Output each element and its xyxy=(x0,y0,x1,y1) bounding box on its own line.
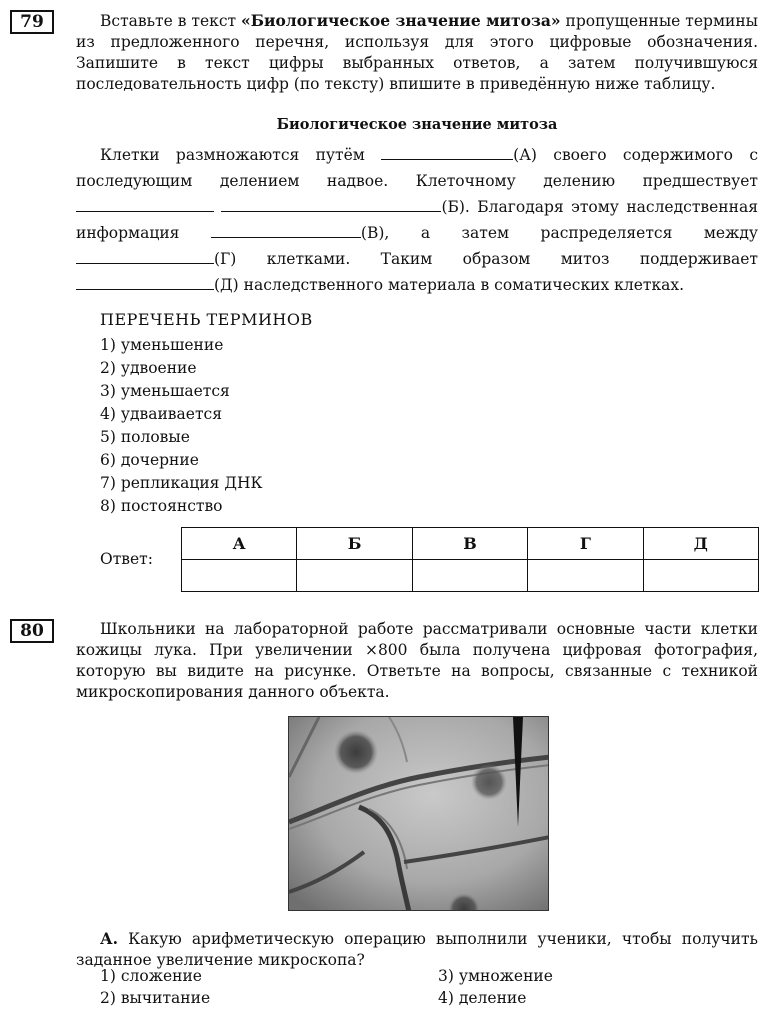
option-item[interactable]: 2) вычитание xyxy=(100,989,211,1007)
text-part-d: (Д) наследственного материала в соматических клетках. xyxy=(214,276,685,294)
question-a-text: Какую арифметическую операцию выполнили ученики, чтобы получить заданное увеличение микроскопа? xyxy=(76,930,758,969)
blank-g[interactable] xyxy=(76,250,214,264)
text-heading: Биологическое значение митоза xyxy=(276,116,558,133)
options-left xyxy=(100,966,210,1010)
answer-header-b: Б xyxy=(297,528,412,560)
term-item: 1) уменьшение xyxy=(100,336,224,354)
task-79-instructions xyxy=(76,10,758,95)
terms-title: ПЕРЕЧЕНЬ ТЕРМИНОВ xyxy=(100,310,313,329)
answer-cell-g[interactable] xyxy=(528,560,643,592)
blank-d[interactable] xyxy=(76,276,214,290)
term-item: 2) удвоение xyxy=(100,359,197,377)
answer-cell-b[interactable] xyxy=(297,560,412,592)
question-a-label: А. xyxy=(100,929,119,948)
answer-label: Ответ: xyxy=(100,550,153,568)
option-item[interactable]: 4) деление xyxy=(438,989,527,1007)
option-item[interactable]: 3) умножение xyxy=(438,967,553,985)
options-right xyxy=(438,966,553,1010)
text-part-g: (Г) клетками. Таким образом митоз поддерживает xyxy=(214,250,758,268)
blank-b[interactable] xyxy=(221,198,441,212)
gap-fill-text xyxy=(76,142,758,298)
onion-cells-image xyxy=(289,717,549,911)
answer-cell-v[interactable] xyxy=(412,560,527,592)
option-item[interactable]: 1) сложение xyxy=(100,967,202,985)
answer-input-row xyxy=(182,560,759,592)
term-item: 6) дочерние xyxy=(100,451,199,469)
microscope-photo xyxy=(288,716,549,911)
question-a xyxy=(76,928,758,971)
term-item: 8) постоянство xyxy=(100,497,223,515)
text-part-b: (Б). Благодаря этому наследственная информация xyxy=(76,198,758,242)
term-item: 5) половые xyxy=(100,428,190,446)
blank-a[interactable] xyxy=(381,146,513,160)
term-item: 3) уменьшается xyxy=(100,382,230,400)
answer-header-a: А xyxy=(182,528,297,560)
answer-header-v: В xyxy=(412,528,527,560)
answer-cell-a[interactable] xyxy=(182,560,297,592)
terms-list xyxy=(100,335,263,519)
answer-header-g: Г xyxy=(528,528,643,560)
blank-b-line-1[interactable] xyxy=(76,198,214,212)
task-number-79: 79 xyxy=(10,10,54,34)
answer-header-d: Д xyxy=(643,528,758,560)
term-item: 4) удваивается xyxy=(100,405,222,423)
intro-before: Вставьте в текст xyxy=(100,12,242,30)
answer-cell-d[interactable] xyxy=(643,560,758,592)
term-item: 7) репликация ДНК xyxy=(100,474,263,492)
answer-table xyxy=(181,527,759,592)
answer-header-row xyxy=(182,528,759,560)
text-part-a: (А) своего содержимого с последующим делением надвое. Клеточному делению предшествует xyxy=(76,146,758,190)
intro-after: пропущенные термины из предложенного перечня, используя для этого цифровые обозначения. Запишите в текст цифры выбранных ответов, а затем получившуюся последовательность цифр (по тексту) впишите в приведённую ниже таблицу. xyxy=(76,12,759,93)
text-part-v: (В), а затем распределяется между xyxy=(360,224,758,242)
text-part-1: Клетки размножаются путём xyxy=(100,146,382,164)
task-80-text: Школьники на лабораторной работе рассматривали основные части клетки кожицы лука. При увеличении ×800 была получена цифровая фотография, которую вы видите на рисунке. Ответьте на вопросы, связанные с техникой микроскопирования данного объекта. xyxy=(76,620,758,701)
blank-v[interactable] xyxy=(211,224,361,238)
intro-title: «Биологическое значение митоза» xyxy=(241,11,561,30)
task-number-80: 80 xyxy=(10,619,54,643)
